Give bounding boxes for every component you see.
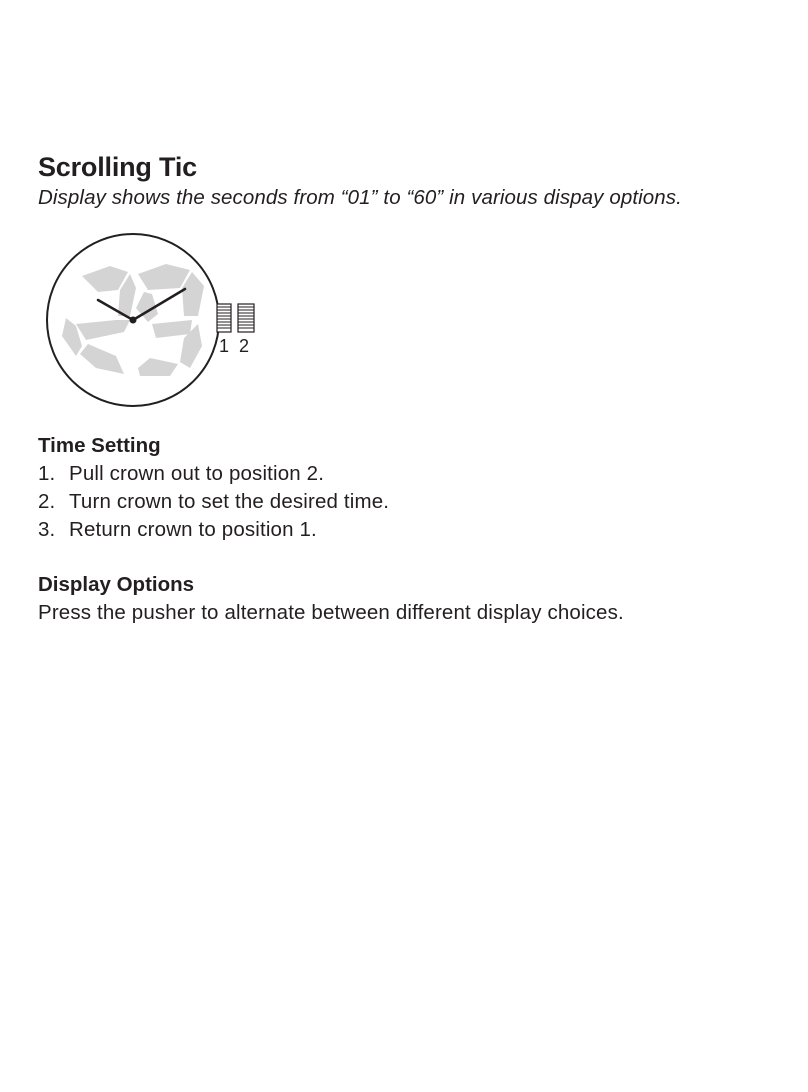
display-options-heading: Display Options [38,573,195,596]
crown-position-1 [217,304,231,332]
digit-segment [138,264,190,290]
hand-pivot [130,317,137,324]
time-setting-heading: Time Setting [38,434,161,457]
crown-position-label-1: 1 [219,336,230,356]
step-text: Turn crown to set the desired time. [69,490,390,513]
list-item [38,518,317,542]
watch-svg [40,228,270,413]
crown-position-label-2: 2 [239,336,250,356]
crown-position-2 [238,304,254,332]
step-number: 3. [38,518,56,541]
list-item [38,490,389,514]
watch-illustration [40,228,270,413]
digit-segment [76,320,130,340]
digit-segment [82,266,128,292]
page-title: Scrolling Tic [38,152,197,182]
digit-segment [80,344,124,374]
digit-segment [138,358,178,376]
step-text: Return crown to position 1. [69,518,317,541]
digit-segment [182,272,204,316]
digit-segment [152,320,192,338]
list-item [38,462,324,486]
step-number: 1. [38,462,56,485]
display-options-text: Press the pusher to alternate between different display choices. [38,601,624,624]
step-text: Pull crown out to position 2. [69,462,325,485]
step-number: 2. [38,490,56,513]
page-subtitle: Display shows the seconds from “01” to “60” in various dispay options. [38,186,682,209]
